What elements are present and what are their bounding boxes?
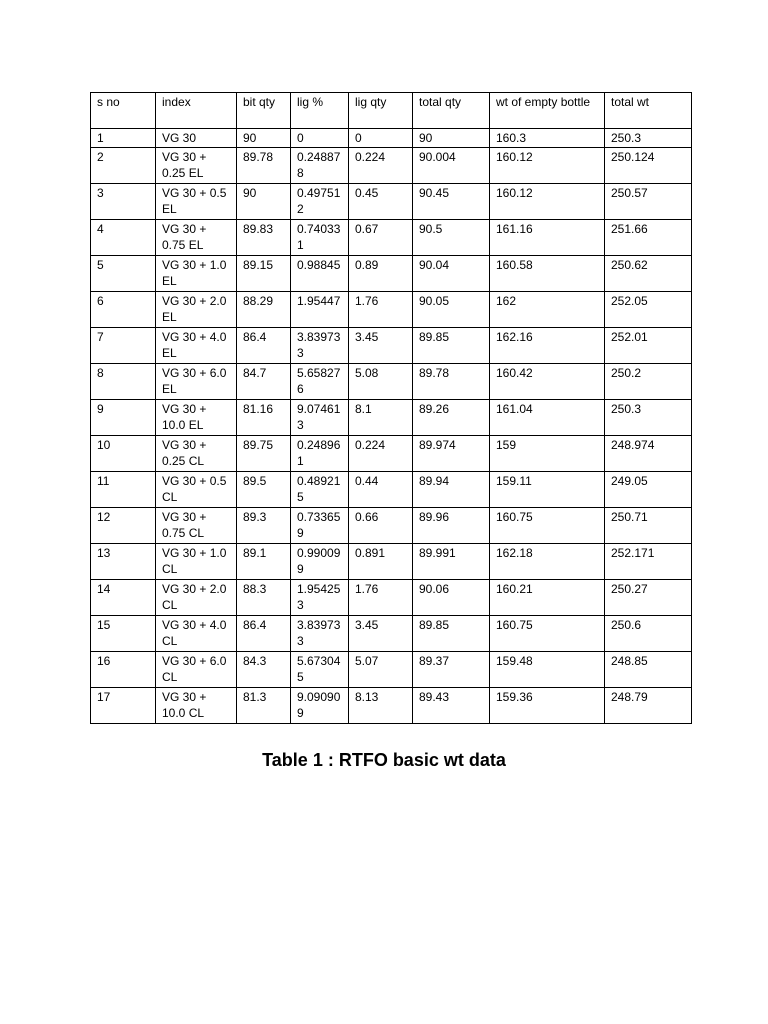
cell-lig-percent: 9.090909 (291, 688, 349, 724)
cell-total-wt: 250.124 (605, 148, 692, 184)
cell-index: VG 30 + 6.0 EL (156, 364, 237, 400)
cell-lig-percent: 0 (291, 129, 349, 148)
cell-lig-qty: 0.224 (349, 148, 413, 184)
cell-total-qty: 90.5 (413, 220, 490, 256)
table-body (91, 129, 692, 724)
cell-lig-qty: 5.07 (349, 652, 413, 688)
table-row (91, 616, 692, 652)
header-s-no: s no (91, 93, 156, 129)
cell-bit-qty: 90 (237, 184, 291, 220)
cell-s-no: 6 (91, 292, 156, 328)
table-caption: Table 1 : RTFO basic wt data (262, 750, 506, 770)
cell-total-wt: 252.05 (605, 292, 692, 328)
cell-wt-empty-bottle: 162.16 (490, 328, 605, 364)
cell-lig-percent: 0.248878 (291, 148, 349, 184)
cell-lig-qty: 3.45 (349, 616, 413, 652)
table-row (91, 580, 692, 616)
cell-wt-empty-bottle: 160.12 (490, 148, 605, 184)
cell-index: VG 30 + 0.75 EL (156, 220, 237, 256)
cell-total-wt: 250.6 (605, 616, 692, 652)
cell-bit-qty: 86.4 (237, 616, 291, 652)
cell-bit-qty: 88.3 (237, 580, 291, 616)
cell-total-qty: 89.43 (413, 688, 490, 724)
cell-lig-qty: 1.76 (349, 580, 413, 616)
table-row (91, 256, 692, 292)
header-lig-percent: lig % (291, 93, 349, 129)
cell-index: VG 30 + 0.5 CL (156, 472, 237, 508)
header-bit-qty: bit qty (237, 93, 291, 129)
cell-wt-empty-bottle: 160.21 (490, 580, 605, 616)
cell-index: VG 30 + 0.25 CL (156, 436, 237, 472)
cell-lig-qty: 0.45 (349, 184, 413, 220)
table-row (91, 129, 692, 148)
cell-total-qty: 89.94 (413, 472, 490, 508)
cell-index: VG 30 + 10.0 CL (156, 688, 237, 724)
cell-s-no: 14 (91, 580, 156, 616)
cell-lig-percent: 0.489215 (291, 472, 349, 508)
cell-lig-qty: 0.224 (349, 436, 413, 472)
cell-wt-empty-bottle: 160.42 (490, 364, 605, 400)
table-row (91, 400, 692, 436)
cell-bit-qty: 81.16 (237, 400, 291, 436)
cell-total-wt: 252.171 (605, 544, 692, 580)
cell-lig-percent: 0.98845 (291, 256, 349, 292)
cell-index: VG 30 + 4.0 EL (156, 328, 237, 364)
cell-lig-percent: 5.658276 (291, 364, 349, 400)
cell-wt-empty-bottle: 160.75 (490, 616, 605, 652)
cell-s-no: 4 (91, 220, 156, 256)
table-row (91, 652, 692, 688)
cell-lig-qty: 1.76 (349, 292, 413, 328)
table-row (91, 544, 692, 580)
cell-total-wt: 250.3 (605, 400, 692, 436)
table-row (91, 184, 692, 220)
cell-bit-qty: 88.29 (237, 292, 291, 328)
cell-total-qty: 90.004 (413, 148, 490, 184)
cell-total-qty: 90 (413, 129, 490, 148)
cell-bit-qty: 89.15 (237, 256, 291, 292)
cell-total-wt: 252.01 (605, 328, 692, 364)
cell-lig-qty: 0.44 (349, 472, 413, 508)
cell-wt-empty-bottle: 161.04 (490, 400, 605, 436)
cell-s-no: 12 (91, 508, 156, 544)
cell-bit-qty: 86.4 (237, 328, 291, 364)
cell-total-wt: 249.05 (605, 472, 692, 508)
cell-total-wt: 250.3 (605, 129, 692, 148)
table-header-row (91, 93, 692, 129)
cell-lig-percent: 1.954253 (291, 580, 349, 616)
cell-index: VG 30 + 4.0 CL (156, 616, 237, 652)
cell-total-wt: 248.79 (605, 688, 692, 724)
cell-wt-empty-bottle: 160.3 (490, 129, 605, 148)
rtfo-data-table (90, 92, 692, 724)
cell-s-no: 8 (91, 364, 156, 400)
cell-total-wt: 250.57 (605, 184, 692, 220)
cell-lig-percent: 5.673045 (291, 652, 349, 688)
cell-bit-qty: 90 (237, 129, 291, 148)
cell-bit-qty: 89.83 (237, 220, 291, 256)
table-row (91, 472, 692, 508)
cell-bit-qty: 89.78 (237, 148, 291, 184)
cell-wt-empty-bottle: 160.75 (490, 508, 605, 544)
cell-bit-qty: 81.3 (237, 688, 291, 724)
cell-s-no: 3 (91, 184, 156, 220)
table-row (91, 220, 692, 256)
cell-index: VG 30 + 10.0 EL (156, 400, 237, 436)
cell-lig-percent: 3.839733 (291, 328, 349, 364)
cell-total-wt: 250.2 (605, 364, 692, 400)
cell-wt-empty-bottle: 162.18 (490, 544, 605, 580)
table-row (91, 688, 692, 724)
cell-wt-empty-bottle: 160.12 (490, 184, 605, 220)
header-wt-empty-bottle: wt of empty bottle (490, 93, 605, 129)
cell-lig-qty: 8.13 (349, 688, 413, 724)
cell-lig-qty: 3.45 (349, 328, 413, 364)
cell-lig-qty: 0 (349, 129, 413, 148)
cell-lig-percent: 3.839733 (291, 616, 349, 652)
cell-index: VG 30 + 2.0 EL (156, 292, 237, 328)
cell-s-no: 2 (91, 148, 156, 184)
cell-index: VG 30 + 0.75 CL (156, 508, 237, 544)
table-row (91, 364, 692, 400)
cell-total-wt: 250.62 (605, 256, 692, 292)
cell-s-no: 1 (91, 129, 156, 148)
cell-wt-empty-bottle: 159.36 (490, 688, 605, 724)
header-index: index (156, 93, 237, 129)
cell-total-qty: 89.96 (413, 508, 490, 544)
cell-lig-qty: 0.891 (349, 544, 413, 580)
header-total-qty: total qty (413, 93, 490, 129)
cell-lig-qty: 0.89 (349, 256, 413, 292)
cell-bit-qty: 89.75 (237, 436, 291, 472)
cell-bit-qty: 89.3 (237, 508, 291, 544)
cell-total-qty: 89.85 (413, 616, 490, 652)
cell-total-qty: 89.974 (413, 436, 490, 472)
cell-wt-empty-bottle: 160.58 (490, 256, 605, 292)
cell-index: VG 30 + 0.5 EL (156, 184, 237, 220)
cell-index: VG 30 + 0.25 EL (156, 148, 237, 184)
table-row (91, 508, 692, 544)
cell-lig-percent: 9.074613 (291, 400, 349, 436)
cell-s-no: 13 (91, 544, 156, 580)
header-total-wt: total wt (605, 93, 692, 129)
cell-wt-empty-bottle: 159 (490, 436, 605, 472)
cell-total-wt: 251.66 (605, 220, 692, 256)
cell-s-no: 9 (91, 400, 156, 436)
cell-total-wt: 248.85 (605, 652, 692, 688)
cell-lig-percent: 0.248961 (291, 436, 349, 472)
cell-total-qty: 90.06 (413, 580, 490, 616)
cell-total-qty: 89.26 (413, 400, 490, 436)
cell-lig-qty: 5.08 (349, 364, 413, 400)
cell-lig-percent: 1.95447 (291, 292, 349, 328)
cell-total-qty: 90.05 (413, 292, 490, 328)
cell-s-no: 7 (91, 328, 156, 364)
cell-total-qty: 89.991 (413, 544, 490, 580)
cell-lig-percent: 0.740331 (291, 220, 349, 256)
cell-s-no: 15 (91, 616, 156, 652)
cell-wt-empty-bottle: 159.11 (490, 472, 605, 508)
cell-total-qty: 89.37 (413, 652, 490, 688)
table-row (91, 328, 692, 364)
cell-s-no: 16 (91, 652, 156, 688)
cell-bit-qty: 84.3 (237, 652, 291, 688)
cell-lig-percent: 0.990099 (291, 544, 349, 580)
cell-bit-qty: 84.7 (237, 364, 291, 400)
cell-lig-qty: 0.66 (349, 508, 413, 544)
cell-s-no: 11 (91, 472, 156, 508)
cell-bit-qty: 89.1 (237, 544, 291, 580)
cell-total-wt: 248.974 (605, 436, 692, 472)
cell-s-no: 10 (91, 436, 156, 472)
cell-index: VG 30 (156, 129, 237, 148)
cell-total-qty: 89.78 (413, 364, 490, 400)
cell-wt-empty-bottle: 162 (490, 292, 605, 328)
cell-lig-qty: 8.1 (349, 400, 413, 436)
cell-total-wt: 250.71 (605, 508, 692, 544)
cell-lig-percent: 0.733659 (291, 508, 349, 544)
cell-lig-qty: 0.67 (349, 220, 413, 256)
table-row (91, 148, 692, 184)
cell-total-wt: 250.27 (605, 580, 692, 616)
cell-index: VG 30 + 1.0 EL (156, 256, 237, 292)
cell-index: VG 30 + 6.0 CL (156, 652, 237, 688)
table-row (91, 436, 692, 472)
cell-wt-empty-bottle: 161.16 (490, 220, 605, 256)
cell-s-no: 5 (91, 256, 156, 292)
table-row (91, 292, 692, 328)
cell-total-qty: 89.85 (413, 328, 490, 364)
cell-bit-qty: 89.5 (237, 472, 291, 508)
cell-index: VG 30 + 1.0 CL (156, 544, 237, 580)
cell-wt-empty-bottle: 159.48 (490, 652, 605, 688)
cell-s-no: 17 (91, 688, 156, 724)
cell-total-qty: 90.45 (413, 184, 490, 220)
cell-lig-percent: 0.497512 (291, 184, 349, 220)
cell-total-qty: 90.04 (413, 256, 490, 292)
cell-index: VG 30 + 2.0 CL (156, 580, 237, 616)
header-lig-qty: lig qty (349, 93, 413, 129)
